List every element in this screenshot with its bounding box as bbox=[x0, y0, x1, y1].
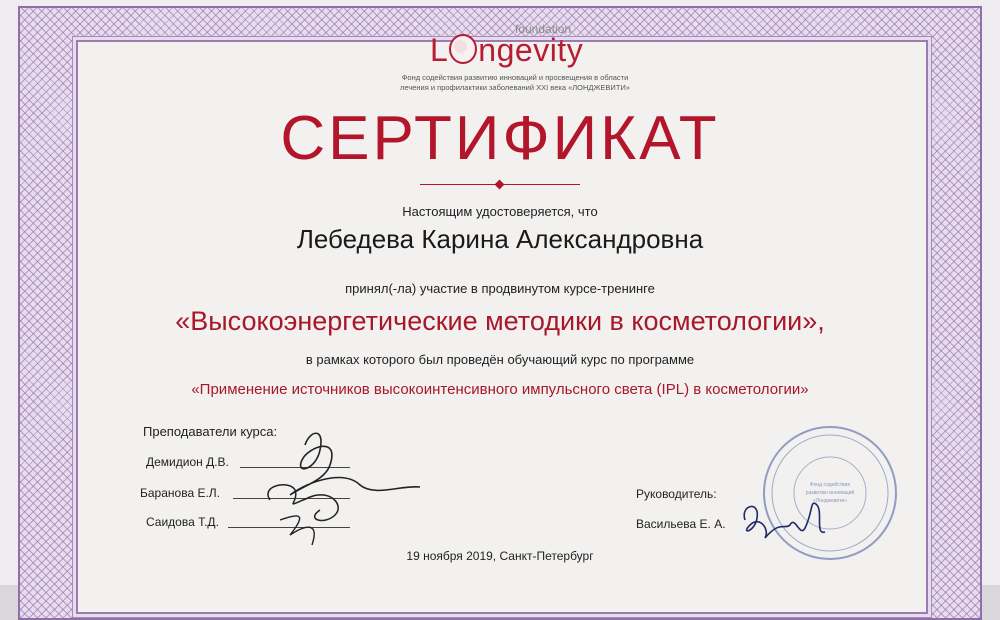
teacher-name: Демидион Д.В. bbox=[146, 455, 229, 469]
logo-subtitle: foundation bbox=[515, 22, 572, 36]
intro-text: Настоящим удостоверяется, что bbox=[402, 204, 598, 219]
logo-wordmark bbox=[430, 32, 583, 69]
teachers-heading: Преподаватели курса: bbox=[143, 424, 278, 439]
head-name: Васильева Е. А. bbox=[636, 517, 726, 531]
svg-text:развитию инноваций: развитию инноваций bbox=[805, 490, 855, 496]
certificate-title: СЕРТИФИКАТ bbox=[280, 104, 720, 173]
program-title: «Применение источников высокоинтенсивного импульсного света (IPL) в косметологии» bbox=[191, 381, 809, 398]
logo-letter: L bbox=[430, 32, 449, 68]
teacher-name: Саидова Т.Д. bbox=[146, 515, 219, 529]
course-title: «Высокоэнергетические методики в косметологии», bbox=[175, 306, 825, 336]
teacher-signature bbox=[250, 425, 450, 550]
svg-text:Фонд содействия: Фонд содействия bbox=[809, 482, 851, 488]
logo-description: Фонд содействия развитию инноваций и просвещения в области лечения и профилактики заболеваний XXI века «ЛОНДЖЕВИТИ» bbox=[400, 73, 630, 92]
within-text: в рамках которого был проведён обучающий курс по программе bbox=[305, 352, 695, 367]
logo bbox=[420, 18, 610, 108]
title-ornament bbox=[420, 181, 580, 189]
svg-text:«Лонджевити»: «Лонджевити» bbox=[813, 498, 847, 504]
date-place: 19 ноября 2019, Санкт-Петербург bbox=[406, 549, 594, 563]
head-signature bbox=[735, 490, 855, 550]
recipient-name: Лебедева Карина Александровна bbox=[296, 224, 704, 254]
brain-icon bbox=[449, 34, 477, 64]
logo-rest: ngevity bbox=[478, 32, 584, 68]
head-label: Руководитель: bbox=[636, 487, 717, 501]
participation-text: принял(-ла) участие в продвинутом курсе-тренинге bbox=[345, 281, 655, 296]
teacher-name: Баранова Е.Л. bbox=[140, 486, 220, 500]
